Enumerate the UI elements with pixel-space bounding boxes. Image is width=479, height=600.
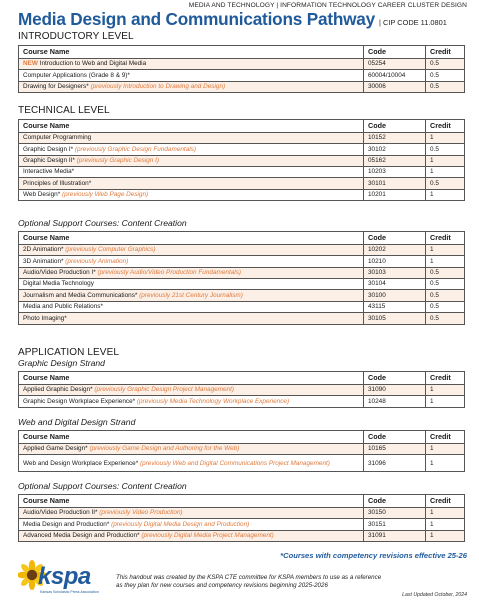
course-name-cell	[19, 144, 364, 155]
course-credit: 0.5	[426, 313, 465, 324]
course-code: 10165	[364, 443, 426, 454]
course-name: Computer Programming	[23, 134, 92, 142]
col-header-code: Code	[364, 431, 426, 444]
course-name: Applied Graphic Design*	[23, 386, 93, 394]
course-code: 05254	[364, 58, 426, 69]
col-header-code: Code	[364, 120, 426, 133]
course-name: Interactive Media*	[23, 168, 75, 176]
course-code: 05162	[364, 155, 426, 166]
table-row	[19, 455, 465, 472]
title-row	[18, 9, 467, 30]
introductory-heading: INTRODUCTORY LEVEL	[18, 31, 134, 42]
table-header-row	[19, 120, 465, 133]
course-name-cell	[19, 384, 364, 395]
course-credit: 0.5	[426, 290, 465, 301]
col-header-name: Course Name	[19, 120, 364, 133]
course-credit: 1	[426, 507, 465, 518]
course-name-cell	[19, 313, 364, 324]
course-name: Graphic Design II*	[23, 157, 75, 165]
graphic-strand-table	[18, 371, 465, 408]
course-name: Media Design and Production*	[23, 520, 110, 528]
col-header-credit: Credit	[426, 372, 465, 385]
course-name-cell	[19, 178, 364, 189]
col-header-code: Code	[364, 46, 426, 59]
course-name: Web Design*	[23, 191, 61, 199]
course-credit: 1	[426, 166, 465, 177]
course-name-cell	[19, 507, 364, 518]
course-name-cell	[19, 189, 364, 200]
table-row	[19, 519, 465, 530]
table-header-row	[19, 372, 465, 385]
course-code: 31090	[364, 384, 426, 395]
col-header-name: Course Name	[19, 232, 364, 245]
course-credit: 1	[426, 455, 465, 472]
previous-name: (previously Animation)	[65, 257, 129, 265]
course-code: 30104	[364, 278, 426, 289]
optional-content-table	[18, 231, 465, 325]
course-credit: 1	[426, 189, 465, 200]
course-name-cell	[19, 267, 364, 278]
col-header-code: Code	[364, 495, 426, 508]
table-row	[19, 267, 465, 278]
previous-name: (previously Computer Graphics)	[65, 246, 156, 254]
course-code: 10203	[364, 166, 426, 177]
handout-note: This handout was created by the KSPA CTE committee for KSPA members to use as a reference as they plan for new courses and competency revisions beginning 2025-2026	[116, 574, 382, 590]
col-header-name: Course Name	[19, 431, 364, 444]
course-code: 30006	[364, 81, 426, 92]
table-header-row	[19, 46, 465, 59]
kspa-logo	[18, 559, 110, 597]
course-credit: 1	[426, 396, 465, 407]
course-name-cell	[19, 256, 364, 267]
course-name: Applied Game Design*	[23, 445, 88, 453]
optional-app-heading: Optional Support Courses: Content Creation	[18, 481, 187, 491]
course-name: Audio/Video Production II*	[23, 509, 98, 517]
table-row	[19, 396, 465, 407]
previous-name: (previously Digital Media Design and Production)	[111, 520, 250, 528]
course-credit: 0.5	[426, 144, 465, 155]
table-row	[19, 507, 465, 518]
page-title: Media Design and Communications Pathway	[18, 9, 376, 29]
course-code: 10248	[364, 396, 426, 407]
table-header-row	[19, 431, 465, 444]
previous-name: (previously Digital Media Project Management)	[141, 532, 274, 540]
course-name-cell	[19, 155, 364, 166]
table-row	[19, 166, 465, 177]
table-row	[19, 256, 465, 267]
table-row	[19, 290, 465, 301]
course-credit: 0.5	[426, 278, 465, 289]
course-code: 31091	[364, 530, 426, 541]
course-name: Digital Media Technology	[23, 280, 94, 288]
previous-name: (previously Audio/Video Production Fundamentals)	[97, 269, 242, 277]
table-row	[19, 530, 465, 541]
technical-section	[18, 105, 464, 201]
table-row	[19, 178, 465, 189]
course-code: 30105	[364, 313, 426, 324]
previous-name: (previously Game Design and Authoring for the Web)	[89, 445, 240, 453]
table-row	[19, 155, 465, 166]
course-name-cell	[19, 443, 364, 454]
last-updated: Last Updated October, 2024	[402, 592, 467, 598]
course-code: 30103	[364, 267, 426, 278]
previous-name: (previously Graphic Design Project Management)	[94, 386, 235, 394]
course-name: Media and Public Relations*	[23, 303, 103, 311]
table-header-row	[19, 232, 465, 245]
table-row	[19, 278, 465, 289]
previous-name: (previously Web Page Design)	[61, 191, 149, 199]
course-credit: 1	[426, 530, 465, 541]
course-credit: 0.5	[426, 70, 465, 81]
table-row	[19, 58, 465, 69]
web-strand-table	[18, 430, 465, 472]
course-credit: 0.5	[426, 267, 465, 278]
col-header-name: Course Name	[19, 46, 364, 59]
course-name: Graphic Design Workplace Experience*	[23, 397, 136, 405]
course-name-cell	[19, 166, 364, 177]
optional-app-section	[18, 481, 464, 542]
course-code: 43115	[364, 301, 426, 312]
header-topline: MEDIA AND TECHNOLOGY | INFORMATION TECHNOLOGY CAREER CLUSTER DESIGN	[188, 2, 467, 9]
course-code: 30101	[364, 178, 426, 189]
table-row	[19, 144, 465, 155]
optional-content-section	[18, 218, 464, 325]
course-name: Audio/Video Production I*	[23, 269, 96, 277]
col-header-code: Code	[364, 372, 426, 385]
course-code: 31096	[364, 455, 426, 472]
col-header-credit: Credit	[426, 431, 465, 444]
table-row	[19, 313, 465, 324]
course-credit: 1	[426, 132, 465, 143]
course-code: 30100	[364, 290, 426, 301]
course-name-cell	[19, 290, 364, 301]
course-name-cell	[19, 396, 364, 407]
col-header-credit: Credit	[426, 495, 465, 508]
table-row	[19, 384, 465, 395]
kspa-subtitle: Kansas Scholastic Press Association	[40, 590, 99, 594]
course-credit: 1	[426, 519, 465, 530]
course-code: 30150	[364, 507, 426, 518]
course-credit: 1	[426, 443, 465, 454]
course-name-cell	[19, 301, 364, 312]
previous-name: (previously Media Technology Workplace Experience)	[136, 397, 290, 405]
table-row	[19, 70, 465, 81]
col-header-credit: Credit	[426, 232, 465, 245]
previous-name: (previously Introduction to Drawing and Design)	[90, 83, 226, 91]
course-name: 3D Animation*	[23, 257, 64, 265]
optional-app-table	[18, 494, 465, 542]
introductory-section	[18, 31, 464, 93]
course-credit: 0.5	[426, 58, 465, 69]
course-name: Web and Design Workplace Experience*	[23, 459, 139, 467]
course-code: 10210	[364, 256, 426, 267]
previous-name: (previously Graphic Design Fundamentals)	[74, 145, 196, 153]
course-name: Drawing for Designers*	[23, 83, 89, 91]
course-name: Principles of Illustration*	[23, 179, 92, 187]
table-header-row	[19, 495, 465, 508]
course-code: 60004/10004	[364, 70, 426, 81]
graphic-strand-heading: Graphic Design Strand	[18, 358, 105, 368]
table-row	[19, 244, 465, 255]
previous-name: (previously Web and Digital Communications Project Management)	[140, 459, 330, 467]
technical-heading: TECHNICAL LEVEL	[18, 105, 110, 116]
new-badge: NEW	[23, 60, 38, 68]
course-code: 30102	[364, 144, 426, 155]
course-name-cell	[19, 70, 364, 81]
application-section	[18, 347, 464, 408]
course-name: Journalism and Media Communications*	[23, 291, 138, 299]
web-strand-heading: Web and Digital Design Strand	[18, 417, 136, 427]
web-strand-section	[18, 417, 464, 472]
course-code: 10202	[364, 244, 426, 255]
col-header-code: Code	[364, 232, 426, 245]
cip-code: | CIP CODE 11.0801	[379, 18, 447, 27]
table-row	[19, 189, 465, 200]
competency-footnote: *Courses with competency revisions effective 25-26	[280, 551, 467, 560]
course-code: 10152	[364, 132, 426, 143]
course-name: 2D Animation*	[23, 246, 64, 254]
course-name-cell	[19, 278, 364, 289]
course-name-cell	[19, 244, 364, 255]
course-name: Advanced Media Design and Production*	[23, 532, 140, 540]
col-header-name: Course Name	[19, 495, 364, 508]
course-name-cell	[19, 530, 364, 541]
course-name-cell	[19, 81, 364, 92]
course-name: Introduction to Web and Digital Media	[39, 60, 147, 68]
course-credit: 0.5	[426, 178, 465, 189]
previous-name: (previously Video Production)	[99, 509, 183, 517]
application-heading: APPLICATION LEVEL	[18, 347, 119, 358]
course-credit: 0.5	[426, 81, 465, 92]
course-credit: 1	[426, 384, 465, 395]
kspa-wordmark: kspa	[38, 563, 91, 590]
col-header-credit: Credit	[426, 46, 465, 59]
previous-name: (previously Graphic Design I)	[76, 157, 160, 165]
course-name: Photo Imaging*	[23, 314, 67, 322]
table-row	[19, 301, 465, 312]
course-name-cell	[19, 132, 364, 143]
optional-content-heading: Optional Support Courses: Content Creation	[18, 218, 187, 228]
previous-name: (previously 21st Century Journalism)	[139, 291, 243, 299]
table-row	[19, 443, 465, 454]
course-credit: 0.5	[426, 301, 465, 312]
course-name: Graphic Design I*	[23, 145, 74, 153]
technical-table	[18, 119, 465, 201]
col-header-credit: Credit	[426, 120, 465, 133]
course-name-cell	[19, 58, 364, 69]
course-name: Computer Applications (Grade 8 & 9)*	[23, 71, 130, 79]
introductory-table	[18, 45, 465, 93]
course-credit: 1	[426, 244, 465, 255]
course-name-cell	[19, 455, 364, 472]
course-credit: 1	[426, 256, 465, 267]
table-row	[19, 81, 465, 92]
course-credit: 1	[426, 155, 465, 166]
course-code: 30151	[364, 519, 426, 530]
col-header-name: Course Name	[19, 372, 364, 385]
table-row	[19, 132, 465, 143]
course-name-cell	[19, 519, 364, 530]
course-code: 10201	[364, 189, 426, 200]
